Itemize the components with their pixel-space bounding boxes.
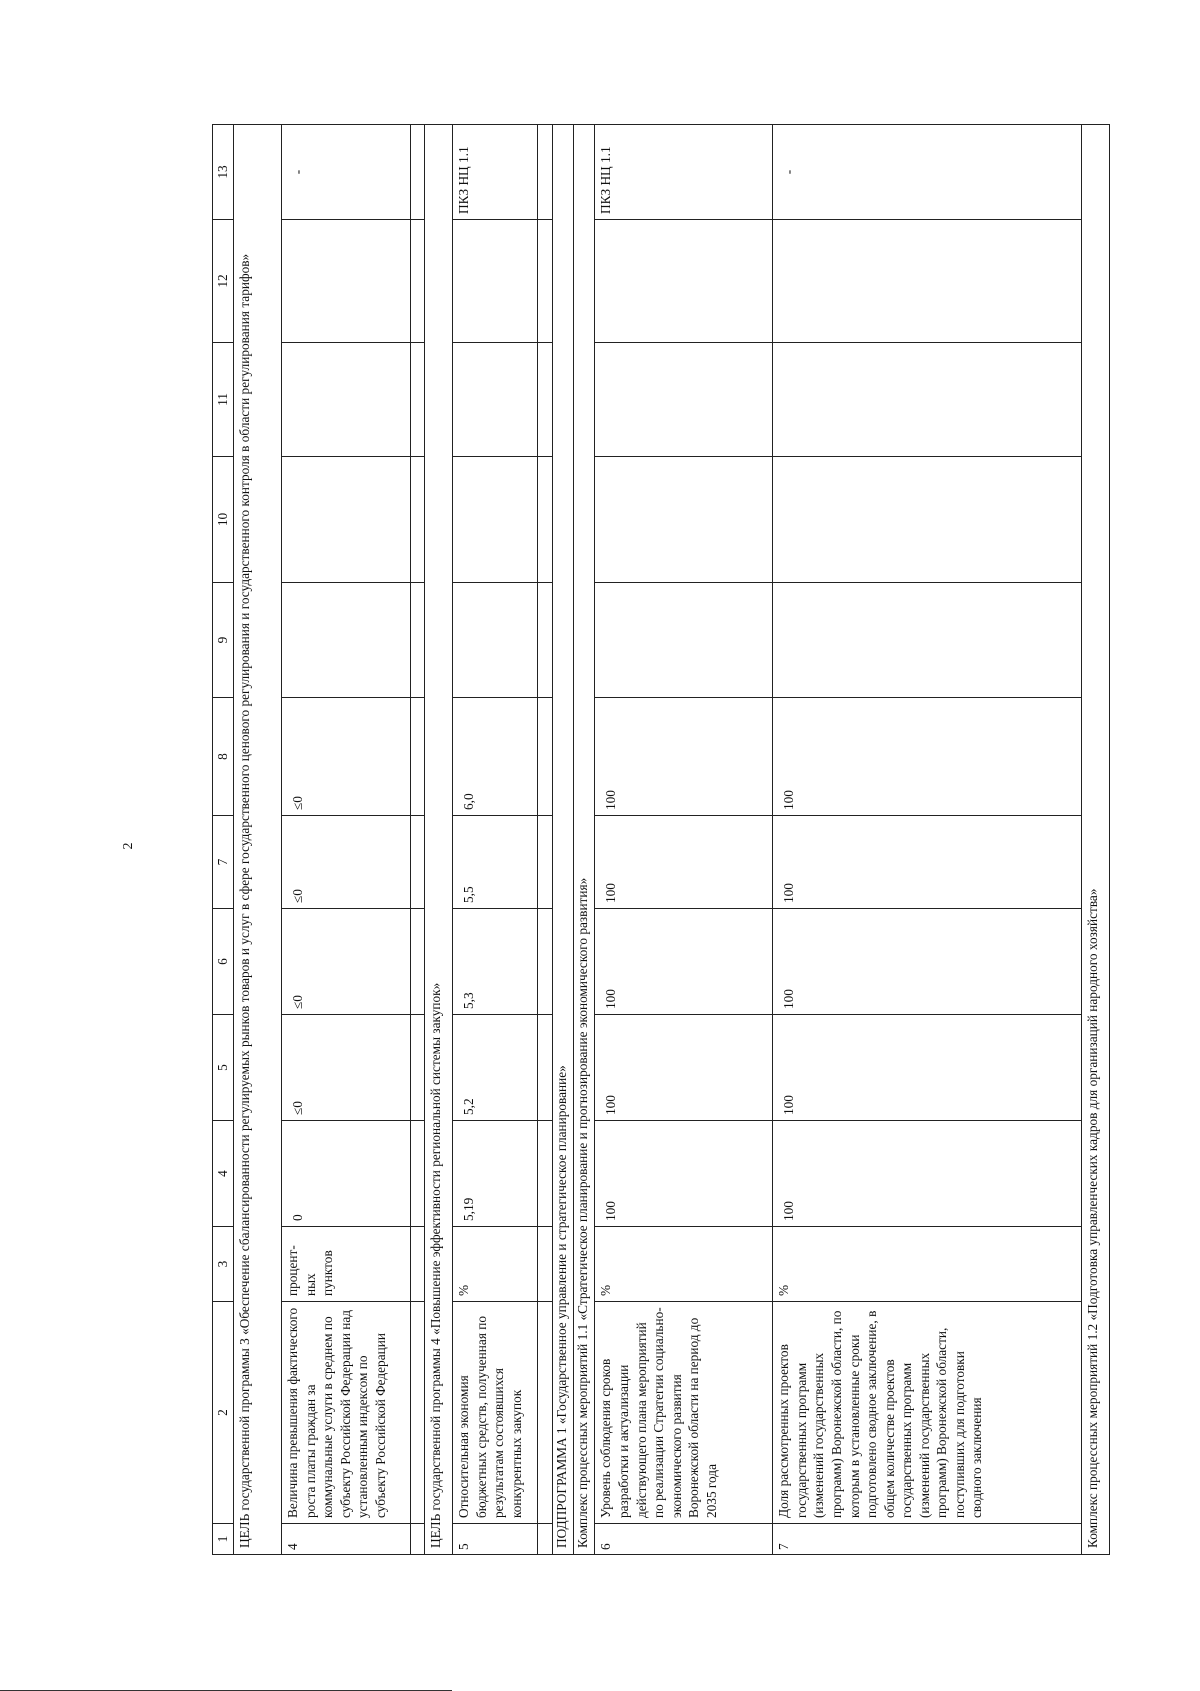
value-cell-12 (453, 220, 538, 343)
value-cell-6: 100 (595, 909, 773, 1015)
unit-cell: % (453, 1227, 538, 1302)
value-cell-7: ≤0 (282, 816, 410, 909)
col-header-11: 11 (213, 343, 234, 457)
col-header-3: 3 (213, 1227, 234, 1302)
col-header-2: 2 (213, 1302, 234, 1524)
value-cell-9 (773, 583, 1081, 698)
value-cell-5: 100 (595, 1015, 773, 1121)
col-header-1: 1 (213, 1524, 234, 1555)
unit-cell: процент-ных пунктов (282, 1227, 410, 1302)
value-cell-8: 6,0 (453, 698, 538, 816)
col-header-6: 6 (213, 909, 234, 1015)
col-header-9: 9 (213, 583, 234, 698)
value-cell-6: ≤0 (282, 909, 410, 1015)
table-row (773, 125, 1081, 1555)
col-header-5: 5 (213, 1015, 234, 1121)
row-number: 4 (282, 1524, 410, 1555)
header-row (213, 125, 234, 1555)
section-title-complex11: Комплекс процессных мероприятий 1.1 «Стратегическое планирование и прогнозирование экономического развития» (574, 125, 595, 1555)
value-cell-9 (453, 583, 538, 698)
value-cell-12 (282, 220, 410, 343)
section-title-subprogram1: ПОДПРОГРАММА 1 «Государственное управление и стратегическое планирование» (552, 125, 573, 1555)
spacer-row (410, 125, 425, 1555)
value-cell-4: 0 (282, 1121, 410, 1227)
value-cell-4: 100 (773, 1121, 1081, 1227)
value-cell-8: 100 (595, 698, 773, 816)
indicators-table (212, 124, 1110, 1555)
section-title-complex12: Комплекс процессных мероприятий 1.2 «Подготовка управленческих кадров для организаций народного хозяйства» (1081, 125, 1109, 1555)
section-title-goal4: ЦЕЛЬ государственной программы 4 «Повышение эффективности региональной системы закупок» (425, 125, 453, 1555)
value-cell-9 (595, 583, 773, 698)
value-cell-4: 100 (595, 1121, 773, 1227)
value-cell-12 (773, 220, 1081, 343)
row-number: 7 (773, 1524, 1081, 1555)
value-cell-7: 100 (595, 816, 773, 909)
value-cell-11 (282, 343, 410, 457)
col-header-10: 10 (213, 457, 234, 583)
indicator-name: Уровень соблюдения сроков разработки и актуализации действующего плана мероприятий по реализации Стратегии социально-экономического развития Воронежской области на период до 2035 года (595, 1302, 773, 1524)
rotated-table-container (212, 125, 1110, 1555)
value-cell-11 (773, 343, 1081, 457)
value-cell-7: 100 (773, 816, 1081, 909)
value-cell-9 (282, 583, 410, 698)
indicator-name: Доля рассмотренных проектов государственных программ (изменений государственных программ) Воронежской области, по которым в установленные сроки подготовлено сводное заключение, в общем количестве проектов государственных программ (изменений государственных программ) Воронежской области, поступивших для подготовки сводного заключения (773, 1302, 1081, 1524)
value-cell-10 (282, 457, 410, 583)
value-cell-5: ≤0 (282, 1015, 410, 1121)
value-cell-13: - (282, 125, 410, 220)
table-row (282, 125, 410, 1555)
value-cell-6: 5,3 (453, 909, 538, 1015)
section-row-goal3 (233, 125, 281, 1555)
col-header-12: 12 (213, 220, 234, 343)
unit-cell: % (595, 1227, 773, 1302)
row-number: 5 (453, 1524, 538, 1555)
value-cell-5: 100 (773, 1015, 1081, 1121)
value-cell-10 (773, 457, 1081, 583)
indicator-name: Относительная экономия бюджетных средств, полученная по результатам состоявшихся конкурентных закупок (453, 1302, 538, 1524)
value-cell-8: 100 (773, 698, 1081, 816)
value-cell-11 (453, 343, 538, 457)
col-header-8: 8 (213, 698, 234, 816)
value-cell-11 (595, 343, 773, 457)
value-cell-13: ПКЗ НЦ 1.1 (595, 125, 773, 220)
section-row-subprogram1 (552, 125, 573, 1555)
section-row-complex11 (574, 125, 595, 1555)
section-row-complex12 (1081, 125, 1109, 1555)
col-header-13: 13 (213, 125, 234, 220)
indicator-name: Величина превышения фактического роста платы граждан за коммунальные услуги в среднем по субъекту Российской Федерации над установленным индексом по субъекту Российской Федерации (282, 1302, 410, 1524)
value-cell-10 (595, 457, 773, 583)
value-cell-12 (595, 220, 773, 343)
value-cell-4: 5,19 (453, 1121, 538, 1227)
value-cell-13: ПКЗ НЦ 1.1 (453, 125, 538, 220)
value-cell-6: 100 (773, 909, 1081, 1015)
value-cell-13: - (773, 125, 1081, 220)
table-row (595, 125, 773, 1555)
col-header-7: 7 (213, 816, 234, 909)
value-cell-5: 5,2 (453, 1015, 538, 1121)
col-header-4: 4 (213, 1121, 234, 1227)
row-number: 6 (595, 1524, 773, 1555)
table-row (453, 125, 538, 1555)
value-cell-10 (453, 457, 538, 583)
page-number: 2 (121, 842, 136, 850)
unit-cell: % (773, 1227, 1081, 1302)
section-row-goal4 (425, 125, 453, 1555)
spacer-row (538, 125, 553, 1555)
section-title-goal3: ЦЕЛЬ государственной программы 3 «Обеспечение сбалансированности регулируемых рынков товаров и услуг в сфере государственного ценового регулирования и государственного контроля в области регулирования тарифов» (233, 125, 281, 1555)
value-cell-8: ≤0 (282, 698, 410, 816)
value-cell-7: 5,5 (453, 816, 538, 909)
